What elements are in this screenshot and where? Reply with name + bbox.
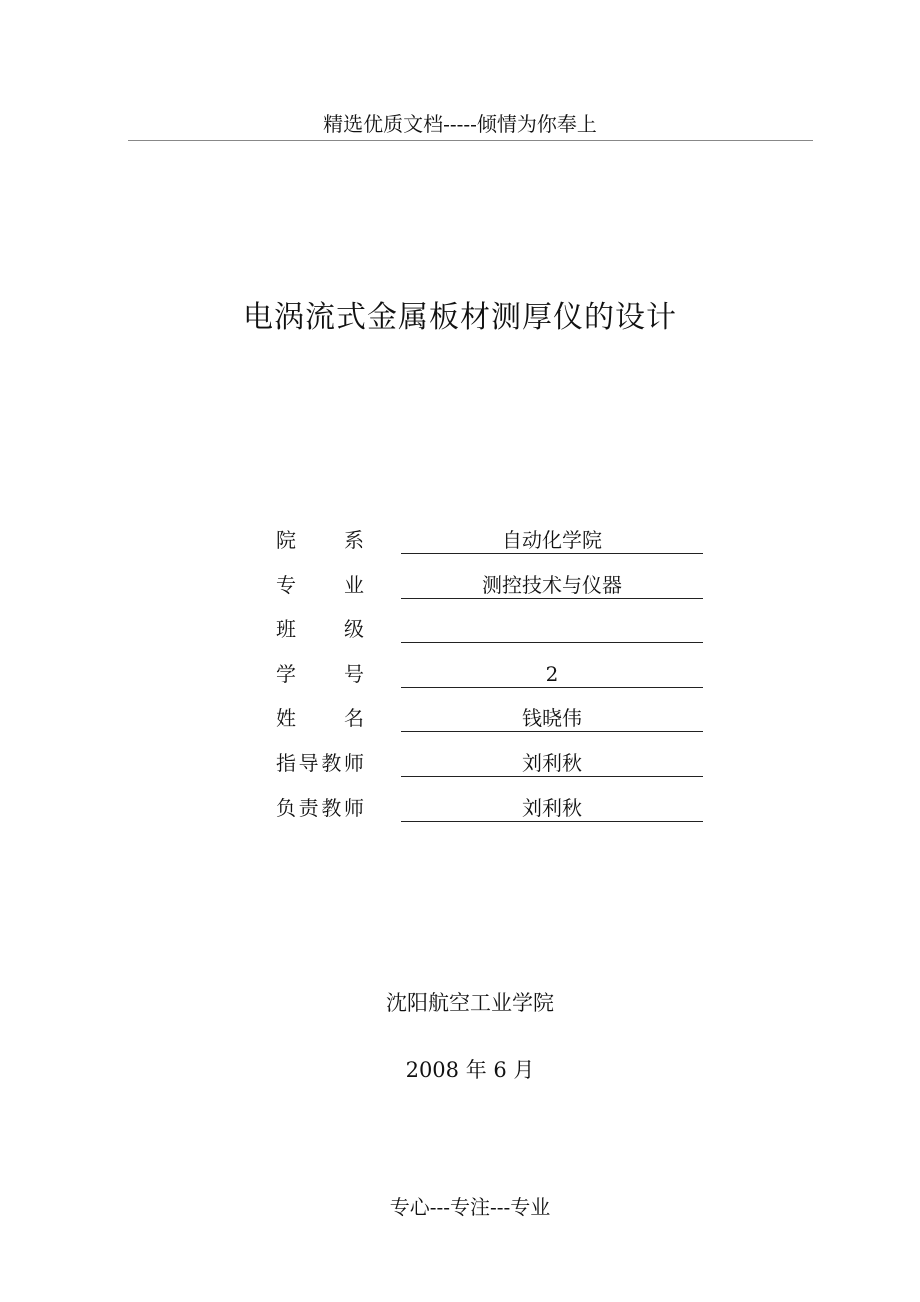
page-footer-text: 专心---专注---专业: [389, 1195, 551, 1219]
document-date: 2008 年 6 月: [405, 1058, 535, 1082]
info-value: 2: [401, 660, 703, 688]
info-value: 钱晓伟: [401, 704, 703, 732]
info-value: 测控技术与仪器: [401, 571, 703, 599]
info-row-advisor: [276, 747, 706, 792]
info-label: 负责教师: [276, 795, 364, 820]
info-row-department: [276, 524, 706, 569]
info-label: 指导教师: [276, 750, 364, 775]
info-row-major: [276, 569, 706, 614]
info-label: 姓 名: [276, 706, 364, 731]
info-row-name: [276, 702, 706, 747]
info-value: 刘利秋: [401, 749, 703, 777]
info-label: 学 号: [276, 661, 364, 686]
cover-info-table: [276, 524, 706, 836]
school-name: 沈阳航空工业学院: [386, 991, 554, 1015]
document-title: 电涡流式金属板材测厚仪的设计: [243, 300, 677, 335]
info-value: 刘利秋: [401, 794, 703, 822]
header-rule: [128, 140, 813, 141]
info-row-class: [276, 613, 706, 658]
info-row-student-id: [276, 658, 706, 703]
page-header-text: 精选优质文档-----倾情为你奉上: [323, 112, 597, 136]
info-value: [401, 615, 703, 643]
info-label: 班 级: [276, 617, 364, 642]
info-label: 院 系: [276, 528, 364, 552]
info-row-responsible-teacher: [276, 792, 706, 837]
info-label: 专 业: [276, 572, 364, 597]
info-value: 自动化学院: [401, 526, 703, 554]
